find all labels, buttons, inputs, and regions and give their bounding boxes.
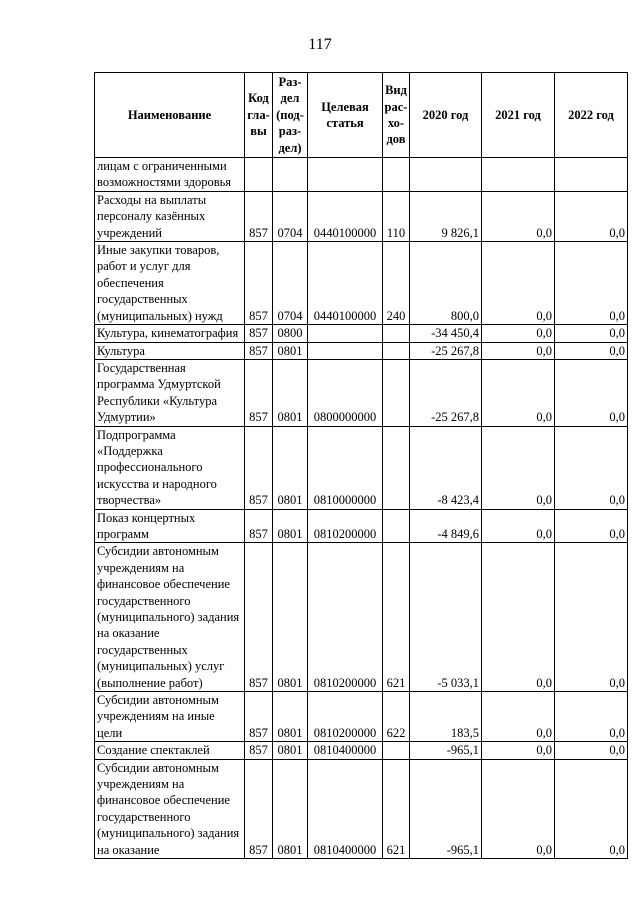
table-row bbox=[95, 543, 628, 692]
header-2022: 2022 год bbox=[555, 73, 628, 158]
table-row bbox=[95, 359, 628, 426]
cell-y2022: 0,0 bbox=[555, 325, 628, 342]
cell-razdel: 0801 bbox=[273, 359, 308, 426]
cell-vid: 621 bbox=[383, 759, 410, 858]
cell-y2022: 0,0 bbox=[555, 242, 628, 325]
cell-y2020: 800,0 bbox=[410, 242, 482, 325]
cell-celevaya: 0810200000 bbox=[308, 692, 383, 742]
cell-vid bbox=[383, 158, 410, 192]
budget-table bbox=[94, 72, 628, 859]
table-row bbox=[95, 742, 628, 759]
cell-razdel: 0801 bbox=[273, 342, 308, 359]
cell-y2021: 0,0 bbox=[482, 759, 555, 858]
cell-kod: 857 bbox=[245, 509, 273, 543]
cell-kod: 857 bbox=[245, 692, 273, 742]
cell-name: Создание спектаклей bbox=[95, 742, 245, 759]
cell-celevaya bbox=[308, 325, 383, 342]
table-header-row bbox=[95, 73, 628, 158]
cell-razdel: 0801 bbox=[273, 742, 308, 759]
header-celevaya: Целевая статья bbox=[308, 73, 383, 158]
cell-name: Подпрограмма «Поддержка профессионального искусства и народного творчества» bbox=[95, 426, 245, 509]
table-row bbox=[95, 325, 628, 342]
cell-y2022: 0,0 bbox=[555, 509, 628, 543]
cell-y2020: -5 033,1 bbox=[410, 543, 482, 692]
cell-celevaya: 0810000000 bbox=[308, 426, 383, 509]
cell-y2020: -8 423,4 bbox=[410, 426, 482, 509]
table-row bbox=[95, 509, 628, 543]
cell-vid bbox=[383, 426, 410, 509]
cell-y2022: 0,0 bbox=[555, 543, 628, 692]
cell-celevaya: 0440100000 bbox=[308, 191, 383, 241]
cell-vid bbox=[383, 342, 410, 359]
cell-kod: 857 bbox=[245, 426, 273, 509]
cell-kod: 857 bbox=[245, 543, 273, 692]
cell-kod: 857 bbox=[245, 325, 273, 342]
header-razdel: Раз- дел (под- раз- дел) bbox=[273, 73, 308, 158]
cell-name: Государственная программа Удмуртской Республики «Культура Удмуртии» bbox=[95, 359, 245, 426]
cell-name: Культура bbox=[95, 342, 245, 359]
cell-name: Субсидии автономным учреждениям на иные цели bbox=[95, 692, 245, 742]
cell-y2020: -965,1 bbox=[410, 742, 482, 759]
table-row bbox=[95, 242, 628, 325]
cell-y2021: 0,0 bbox=[482, 692, 555, 742]
cell-celevaya: 0800000000 bbox=[308, 359, 383, 426]
cell-y2021: 0,0 bbox=[482, 543, 555, 692]
table-row bbox=[95, 191, 628, 241]
cell-name: Расходы на выплаты персоналу казённых учреждений bbox=[95, 191, 245, 241]
cell-razdel: 0801 bbox=[273, 426, 308, 509]
cell-y2022: 0,0 bbox=[555, 359, 628, 426]
cell-vid: 110 bbox=[383, 191, 410, 241]
cell-y2020: -4 849,6 bbox=[410, 509, 482, 543]
cell-kod: 857 bbox=[245, 242, 273, 325]
cell-vid: 622 bbox=[383, 692, 410, 742]
cell-y2021: 0,0 bbox=[482, 242, 555, 325]
cell-y2021 bbox=[482, 158, 555, 192]
cell-kod: 857 bbox=[245, 742, 273, 759]
cell-y2020: -34 450,4 bbox=[410, 325, 482, 342]
header-2021: 2021 год bbox=[482, 73, 555, 158]
cell-vid bbox=[383, 509, 410, 543]
cell-vid bbox=[383, 742, 410, 759]
cell-celevaya: 0810400000 bbox=[308, 742, 383, 759]
cell-vid: 240 bbox=[383, 242, 410, 325]
cell-y2021: 0,0 bbox=[482, 359, 555, 426]
cell-razdel: 0801 bbox=[273, 543, 308, 692]
cell-razdel: 0801 bbox=[273, 759, 308, 858]
cell-kod: 857 bbox=[245, 359, 273, 426]
table-row bbox=[95, 426, 628, 509]
cell-y2021: 0,0 bbox=[482, 426, 555, 509]
cell-kod: 857 bbox=[245, 342, 273, 359]
cell-y2020: 9 826,1 bbox=[410, 191, 482, 241]
cell-kod: 857 bbox=[245, 191, 273, 241]
cell-celevaya: 0810400000 bbox=[308, 759, 383, 858]
cell-celevaya bbox=[308, 342, 383, 359]
cell-y2021: 0,0 bbox=[482, 325, 555, 342]
cell-kod: 857 bbox=[245, 759, 273, 858]
page-number: 117 bbox=[308, 36, 332, 53]
cell-name: Культура, кинематография bbox=[95, 325, 245, 342]
cell-y2020: -25 267,8 bbox=[410, 342, 482, 359]
table-row bbox=[95, 759, 628, 858]
cell-vid: 621 bbox=[383, 543, 410, 692]
header-name: Наименование bbox=[95, 73, 245, 158]
cell-y2022 bbox=[555, 158, 628, 192]
cell-name: Субсидии автономным учреждениям на финансовое обеспечение государственного (муниципального) задания на оказание bbox=[95, 759, 245, 858]
cell-razdel: 0704 bbox=[273, 191, 308, 241]
cell-name: Субсидии автономным учреждениям на финансовое обеспечение государственного (муниципального) задания на оказание государственных (муниципальных) услуг (выполнение работ) bbox=[95, 543, 245, 692]
cell-y2022: 0,0 bbox=[555, 759, 628, 858]
cell-razdel: 0800 bbox=[273, 325, 308, 342]
cell-vid bbox=[383, 359, 410, 426]
table-row bbox=[95, 158, 628, 192]
table-row bbox=[95, 692, 628, 742]
header-vid: Вид рас- хо- дов bbox=[383, 73, 410, 158]
cell-kod bbox=[245, 158, 273, 192]
cell-y2020: 183,5 bbox=[410, 692, 482, 742]
cell-y2022: 0,0 bbox=[555, 742, 628, 759]
cell-y2020 bbox=[410, 158, 482, 192]
cell-razdel: 0801 bbox=[273, 692, 308, 742]
header-kod: Код гла- вы bbox=[245, 73, 273, 158]
cell-name: лицам с ограниченными возможностями здоровья bbox=[95, 158, 245, 192]
cell-y2021: 0,0 bbox=[482, 342, 555, 359]
cell-celevaya bbox=[308, 158, 383, 192]
table-row bbox=[95, 342, 628, 359]
cell-y2022: 0,0 bbox=[555, 191, 628, 241]
cell-y2022: 0,0 bbox=[555, 426, 628, 509]
header-2020: 2020 год bbox=[410, 73, 482, 158]
table-body bbox=[95, 158, 628, 859]
cell-celevaya: 0440100000 bbox=[308, 242, 383, 325]
cell-y2021: 0,0 bbox=[482, 191, 555, 241]
cell-y2020: -965,1 bbox=[410, 759, 482, 858]
cell-y2021: 0,0 bbox=[482, 742, 555, 759]
cell-y2021: 0,0 bbox=[482, 509, 555, 543]
cell-vid bbox=[383, 325, 410, 342]
cell-celevaya: 0810200000 bbox=[308, 543, 383, 692]
cell-razdel: 0801 bbox=[273, 509, 308, 543]
cell-celevaya: 0810200000 bbox=[308, 509, 383, 543]
cell-name: Иные закупки товаров, работ и услуг для обеспечения государственных (муниципальных) нужд bbox=[95, 242, 245, 325]
cell-razdel bbox=[273, 158, 308, 192]
cell-y2020: -25 267,8 bbox=[410, 359, 482, 426]
cell-y2022: 0,0 bbox=[555, 342, 628, 359]
cell-y2022: 0,0 bbox=[555, 692, 628, 742]
cell-razdel: 0704 bbox=[273, 242, 308, 325]
cell-name: Показ концертных программ bbox=[95, 509, 245, 543]
